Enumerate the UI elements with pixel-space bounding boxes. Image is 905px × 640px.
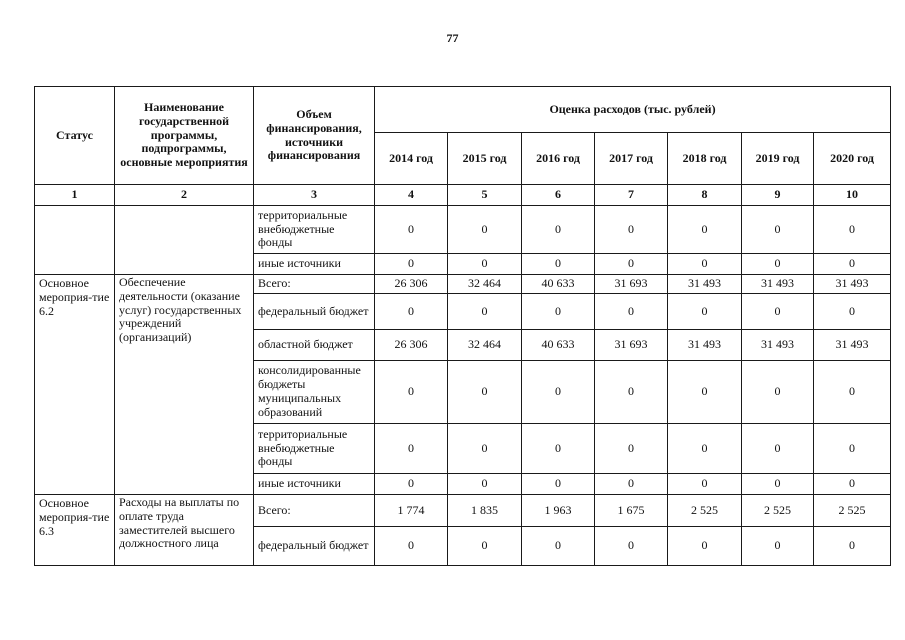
value-cell: 0 <box>448 294 522 330</box>
value-cell: 0 <box>668 206 742 254</box>
column-number: 7 <box>595 185 668 206</box>
column-number: 3 <box>254 185 375 206</box>
value-cell: 31 493 <box>814 275 891 294</box>
header-estimate: Оценка расходов (тыс. рублей) <box>375 87 891 133</box>
value-cell: 31 493 <box>668 330 742 361</box>
column-number: 5 <box>448 185 522 206</box>
value-cell: 0 <box>522 527 595 566</box>
value-cell: 31 693 <box>595 330 668 361</box>
header-year: 2018 год <box>668 133 742 185</box>
value-cell: 26 306 <box>375 330 448 361</box>
value-cell: 0 <box>595 527 668 566</box>
header-program-name: Наименование государственной программы, подпрограммы, основные мероприятия <box>115 87 254 185</box>
value-cell: 0 <box>522 254 595 275</box>
value-cell: 40 633 <box>522 275 595 294</box>
value-cell: 0 <box>375 474 448 495</box>
value-cell: 26 306 <box>375 275 448 294</box>
funding-source: федеральный бюджет <box>254 527 375 566</box>
value-cell: 31 493 <box>668 275 742 294</box>
header-funding: Объем финансирования, источники финансирования <box>254 87 375 185</box>
value-cell: 0 <box>375 294 448 330</box>
value-cell: 40 633 <box>522 330 595 361</box>
value-cell: 2 525 <box>742 495 814 527</box>
value-cell: 32 464 <box>448 330 522 361</box>
header-year: 2016 год <box>522 133 595 185</box>
value-cell: 0 <box>375 527 448 566</box>
value-cell: 0 <box>522 294 595 330</box>
value-cell: 0 <box>375 361 448 424</box>
value-cell: 0 <box>814 474 891 495</box>
column-number: 8 <box>668 185 742 206</box>
column-number: 2 <box>115 185 254 206</box>
value-cell: 1 963 <box>522 495 595 527</box>
value-cell: 0 <box>522 474 595 495</box>
funding-source: иные источники <box>254 254 375 275</box>
header-year: 2015 год <box>448 133 522 185</box>
funding-source: территориальные внебюджетные фонды <box>254 424 375 474</box>
table-row <box>35 275 891 294</box>
value-cell: 0 <box>375 206 448 254</box>
value-cell: 1 675 <box>595 495 668 527</box>
value-cell: 0 <box>448 474 522 495</box>
value-cell: 0 <box>814 527 891 566</box>
event-name-cell: Расходы на выплаты по оплате труда заместителей высшего должностного лица <box>115 495 254 566</box>
value-cell: 31 493 <box>742 330 814 361</box>
funding-source: Всего: <box>254 275 375 294</box>
value-cell: 0 <box>742 254 814 275</box>
name-cell-empty <box>115 206 254 275</box>
value-cell: 0 <box>595 424 668 474</box>
value-cell: 0 <box>742 294 814 330</box>
value-cell: 31 493 <box>814 330 891 361</box>
value-cell: 0 <box>522 361 595 424</box>
value-cell: 0 <box>742 424 814 474</box>
value-cell: 0 <box>375 254 448 275</box>
funding-source: иные источники <box>254 474 375 495</box>
value-cell: 0 <box>668 527 742 566</box>
funding-source: Всего: <box>254 495 375 527</box>
column-number: 10 <box>814 185 891 206</box>
value-cell: 0 <box>668 294 742 330</box>
value-cell: 0 <box>595 294 668 330</box>
status-cell: Основное мероприя-тие 6.3 <box>35 495 115 566</box>
value-cell: 1 835 <box>448 495 522 527</box>
value-cell: 0 <box>742 474 814 495</box>
column-number: 6 <box>522 185 595 206</box>
value-cell: 0 <box>595 254 668 275</box>
value-cell: 0 <box>522 206 595 254</box>
value-cell: 31 493 <box>742 275 814 294</box>
value-cell: 0 <box>668 424 742 474</box>
column-number: 4 <box>375 185 448 206</box>
value-cell: 0 <box>448 424 522 474</box>
value-cell: 0 <box>522 424 595 474</box>
value-cell: 1 774 <box>375 495 448 527</box>
value-cell: 0 <box>742 527 814 566</box>
column-number-row <box>35 185 891 206</box>
value-cell: 0 <box>448 361 522 424</box>
value-cell: 2 525 <box>668 495 742 527</box>
value-cell: 0 <box>668 474 742 495</box>
value-cell: 0 <box>668 254 742 275</box>
funding-source: консолидированные бюджеты муниципальных образований <box>254 361 375 424</box>
value-cell: 0 <box>448 527 522 566</box>
budget-table <box>34 86 891 566</box>
value-cell: 0 <box>595 206 668 254</box>
header-year: 2017 год <box>595 133 668 185</box>
page-number: 77 <box>446 31 459 45</box>
table-row <box>35 206 891 254</box>
value-cell: 0 <box>668 361 742 424</box>
column-number: 1 <box>35 185 115 206</box>
funding-source: территориальные внебюджетные фонды <box>254 206 375 254</box>
header-status: Статус <box>35 87 115 185</box>
value-cell: 0 <box>742 361 814 424</box>
value-cell: 0 <box>375 424 448 474</box>
value-cell: 0 <box>448 254 522 275</box>
event-name-cell: Обеспечение деятельности (оказание услуг) государственных учреждений (организаций) <box>115 275 254 495</box>
value-cell: 31 693 <box>595 275 668 294</box>
value-cell: 0 <box>595 474 668 495</box>
status-cell: Основное мероприя-тие 6.2 <box>35 275 115 495</box>
funding-source: областной бюджет <box>254 330 375 361</box>
value-cell: 0 <box>814 206 891 254</box>
value-cell: 0 <box>595 361 668 424</box>
header-year: 2019 год <box>742 133 814 185</box>
header-year: 2014 год <box>375 133 448 185</box>
value-cell: 0 <box>448 206 522 254</box>
value-cell: 0 <box>742 206 814 254</box>
value-cell: 0 <box>814 424 891 474</box>
value-cell: 0 <box>814 254 891 275</box>
status-cell-empty <box>35 206 115 275</box>
table-row <box>35 495 891 527</box>
header-year: 2020 год <box>814 133 891 185</box>
value-cell: 0 <box>814 294 891 330</box>
value-cell: 0 <box>814 361 891 424</box>
value-cell: 32 464 <box>448 275 522 294</box>
funding-source: федеральный бюджет <box>254 294 375 330</box>
column-number: 9 <box>742 185 814 206</box>
value-cell: 2 525 <box>814 495 891 527</box>
